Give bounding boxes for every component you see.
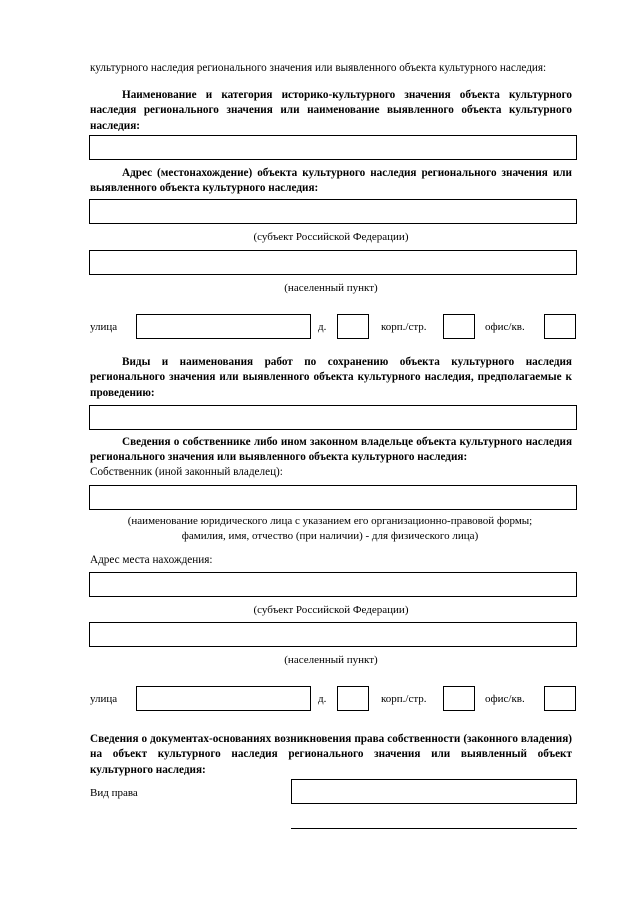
owner-office-input[interactable] (544, 686, 576, 711)
owner-address-label: Адрес места нахождения: (90, 554, 213, 566)
owner-name-caption: (наименование юридического лица с указанием его организационно-правовой формы; фамилия, имя, отчество (при наличии) - для физического лица) (127, 515, 533, 542)
object-house-label: д. (318, 321, 327, 333)
object-region-caption: (субъект Российской Федерации) (253, 231, 409, 243)
object-region-input[interactable] (89, 199, 577, 224)
signature-line[interactable] (291, 828, 577, 829)
owner-label: Собственник (иной законный владелец): (90, 466, 283, 478)
right-type-label: Вид права (90, 787, 138, 799)
object-locality-caption: (населенный пункт) (284, 282, 378, 294)
object-street-input[interactable] (136, 314, 311, 339)
owner-building-label: корп./стр. (381, 693, 427, 705)
documents-heading: Сведения о документах-основаниях возникновения права собственности (законного владения) на объект культурного наследия регионального значения или выявленный объект культурного наследия: (90, 733, 572, 776)
object-building-input[interactable] (443, 314, 475, 339)
right-type-input[interactable] (291, 779, 577, 804)
object-street-label: улица (90, 321, 118, 333)
object-name-heading: Наименование и категория историко-культурного значения объекта культурного наследия регионального значения или наименование выявленного объекта культурного наследия: (90, 89, 572, 132)
works-input[interactable] (89, 405, 577, 430)
works-heading: Виды и наименования работ по сохранению объекта культурного наследия регионального значения или выявленного объекта культурного наследия, предполагаемые к проведению: (90, 356, 572, 399)
owner-name-input[interactable] (89, 485, 577, 510)
object-address-heading: Адрес (местонахождение) объекта культурного наследия регионального значения или выявленного объекта культурного наследия: (90, 167, 572, 195)
owner-locality-input[interactable] (89, 622, 577, 647)
owner-region-caption: (субъект Российской Федерации) (253, 604, 409, 616)
owner-heading: Сведения о собственнике либо ином законном владельце объекта культурного наследия регионального значения или выявленного объекта культурного наследия: (90, 436, 572, 464)
object-name-input[interactable] (89, 135, 577, 160)
object-office-label: офис/кв. (485, 321, 525, 333)
object-office-input[interactable] (544, 314, 576, 339)
object-house-input[interactable] (337, 314, 369, 339)
object-building-label: корп./стр. (381, 321, 427, 333)
owner-house-label: д. (318, 693, 327, 705)
owner-locality-caption: (населенный пункт) (284, 654, 378, 666)
owner-street-input[interactable] (136, 686, 311, 711)
top-continuation-text: культурного наследия регионального значения или выявленного объекта культурного наследия: (90, 62, 547, 74)
owner-house-input[interactable] (337, 686, 369, 711)
owner-building-input[interactable] (443, 686, 475, 711)
owner-office-label: офис/кв. (485, 693, 525, 705)
owner-street-label: улица (90, 693, 118, 705)
owner-region-input[interactable] (89, 572, 577, 597)
object-locality-input[interactable] (89, 250, 577, 275)
